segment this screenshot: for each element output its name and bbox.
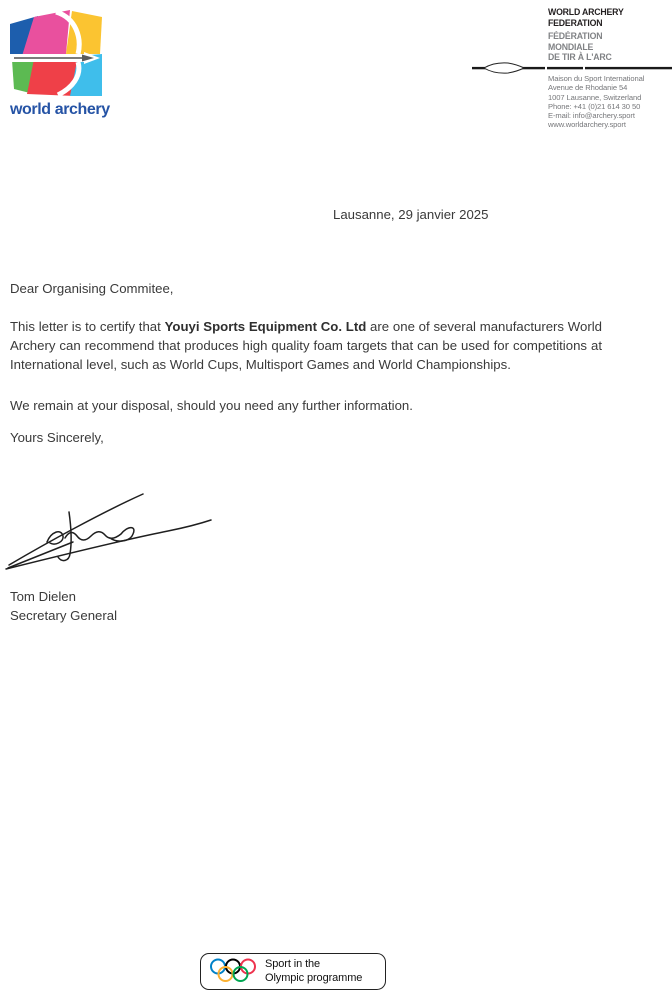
address-line: Phone: +41 (0)21 614 30 50 [548, 101, 641, 111]
address-line: E-mail: info@archery.sport [548, 111, 635, 121]
world-archery-logo-icon [10, 10, 102, 96]
closing-line: We remain at your disposal, should you need any further information. [10, 398, 413, 413]
olympic-programme-badge [200, 953, 386, 990]
signer-title: Secretary General [10, 608, 118, 623]
signature-icon [3, 484, 215, 572]
world-archery-logo [10, 10, 110, 119]
letter-body [10, 279, 602, 447]
address-block [548, 74, 672, 130]
signer-name: Tom Dielen [10, 589, 76, 604]
signer-block [10, 587, 117, 625]
body-text-before: This letter is to certify that [10, 319, 165, 334]
company-name: Youyi Sports Equipment Co. Ltd [164, 319, 367, 334]
org-name-fr: FÉDÉRATION MONDIALE DE TIR À L'ARC [548, 31, 612, 63]
arrow-divider-icon [470, 61, 672, 75]
main-paragraph [10, 317, 602, 374]
address-line: Avenue de Rhodanie 54 [548, 83, 628, 93]
org-name-en: WORLD ARCHERY FEDERATION [548, 7, 624, 29]
olympic-rings-icon [210, 958, 256, 985]
address-line: www.worldarchery.sport [548, 120, 626, 130]
address-line: Maison du Sport International [548, 74, 645, 83]
body-text-after: are one of several manufacturers World Archery can recommend that produces high quality foam targets that can be used for competitions at International level, such as World Cups, Multisport Games and World Championships. [10, 319, 603, 372]
valediction: Yours Sincerely, [10, 430, 104, 445]
date-line: Lausanne, 29 janvier 2025 [333, 207, 489, 222]
olympic-programme-label: Sport in the Olympic programme [265, 958, 363, 984]
address-line: 1007 Lausanne, Switzerland [548, 92, 642, 102]
masthead [548, 8, 672, 64]
salutation: Dear Organising Commitee, [10, 281, 174, 296]
world-archery-wordmark: world archery [10, 101, 110, 118]
